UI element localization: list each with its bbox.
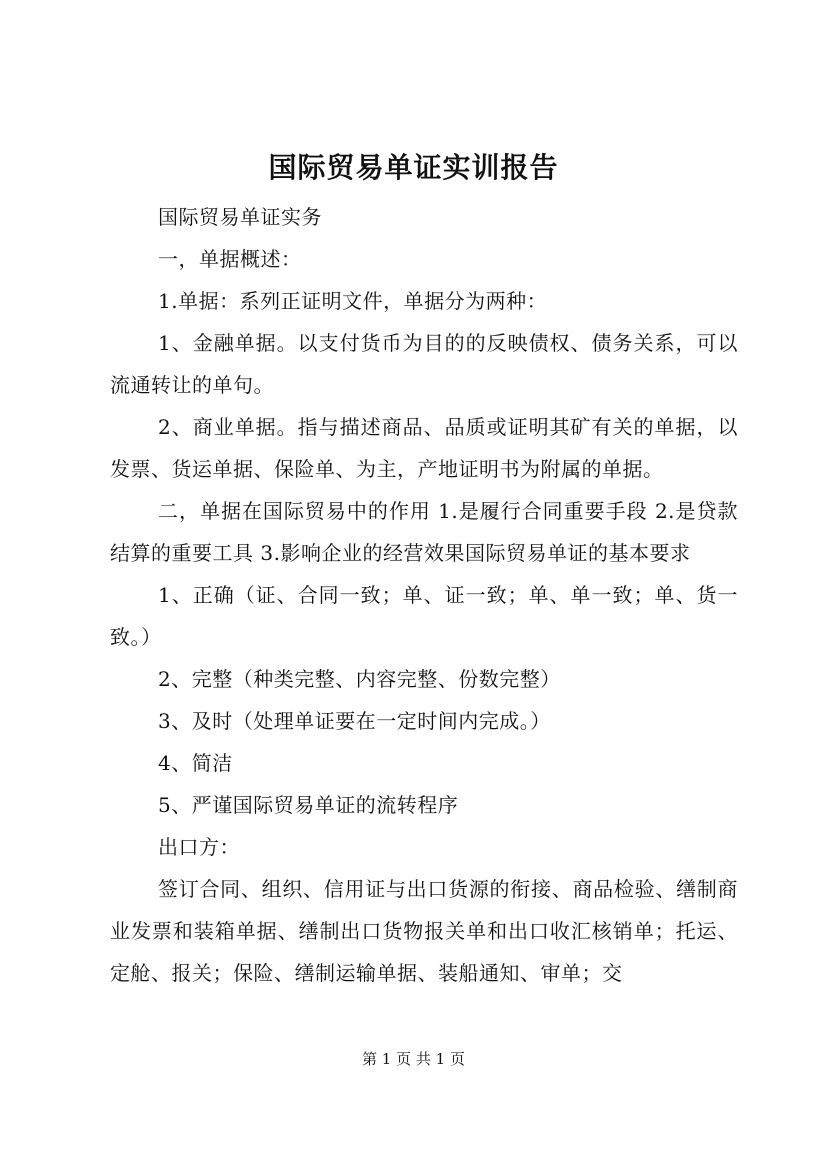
paragraph: 签订合同、组织、信用证与出口货源的衔接、商品检验、缮制商业发票和装箱单据、缮制出口货物报关单和出口收汇核销单；托运、定舱、报关；保险、缮制运输单据、装船通知、审单；交 [110,877,738,985]
paragraph: 3、及时（处理单证要在一定时间内完成。） [158,709,551,733]
paragraph: 1、金融单据。以支付货币为目的的反映债权、债务关系，可以流通转让的单句。 [110,331,738,397]
page-footer: 第 1 页 共 1 页 [362,1050,465,1068]
paragraph: 2、完整（种类完整、内容完整、份数完整） [158,667,561,691]
paragraph: 国际贸易单证实务 [158,205,322,229]
paragraph: 1、正确（证、合同一致；单、证一致；单、单一致；单、货一致。） [110,583,738,649]
paragraph: 二，单据在国际贸易中的作用 1.是履行合同重要手段 2.是贷款结算的重要工具 3.影响企业的经营效果国际贸易单证的基本要求 [110,499,738,565]
document-body [110,196,738,994]
paragraph: 5、严谨国际贸易单证的流转程序 [158,793,459,817]
paragraph: 4、简洁 [158,751,233,775]
paragraph: 一，单据概述： [158,247,302,271]
paragraph: 2、商业单据。指与描述商品、品质或证明其矿有关的单据，以发票、货运单据、保险单、为主，产地证明书为附属的单据。 [110,415,738,481]
paragraph: 1.单据：系列正证明文件，单据分为两种： [158,289,548,313]
document-title: 国际贸易单证实训报告 [268,151,559,184]
paragraph: 出口方： [158,835,240,859]
